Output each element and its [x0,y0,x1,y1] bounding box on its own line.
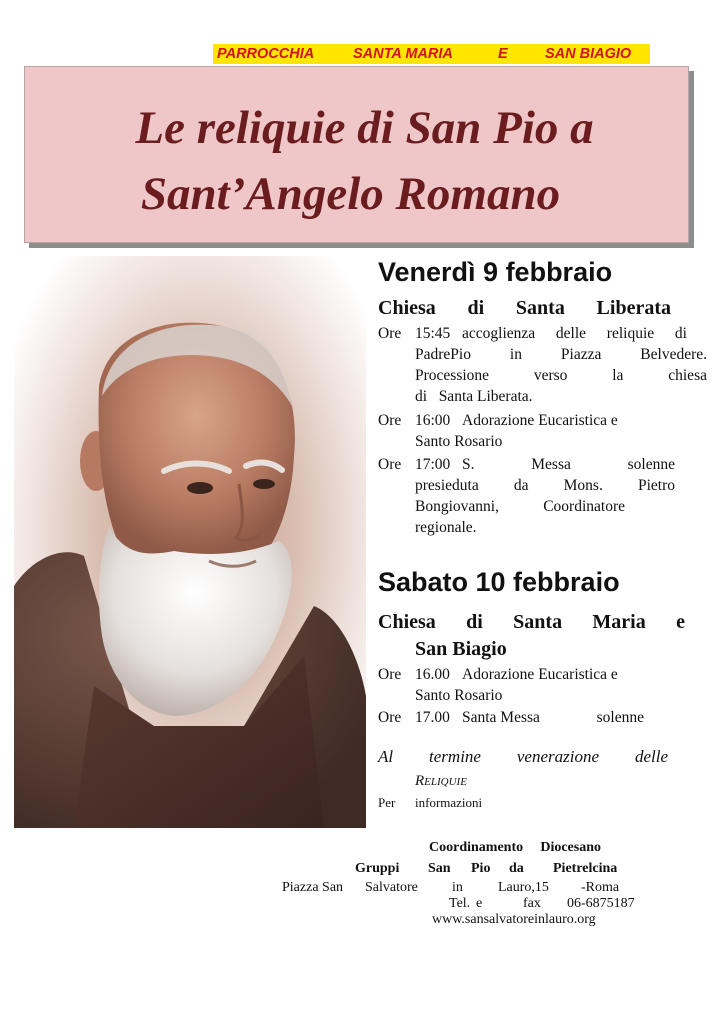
event-line: regionale. [415,519,477,536]
footer-line-4 [0,895,724,913]
event-word: Rosario [454,433,503,450]
info-per: Per [378,795,396,810]
saturday-church [378,610,685,634]
church-word: e [676,611,685,633]
event-word: in [509,346,522,363]
closing-line-1 [378,746,668,768]
parish-word: E [498,46,508,62]
event-word: Belvedere. [640,346,707,363]
footer-word: Pietrelcina [553,861,618,876]
event-ore: Ore [378,412,402,429]
event-word: Piazza [560,346,602,363]
footer-word: in [452,880,463,895]
event-word: Santo [415,687,451,704]
saturday-heading: Sabato 10 febbraio [378,567,620,597]
church-word: Liberata [596,297,671,319]
footer-word: Gruppi [355,861,400,876]
event-word: presieduta [415,477,479,494]
event-ore: Ore [378,709,402,726]
footer-word: Pio [471,861,491,876]
event-time: 16.00 [415,666,450,683]
event-line [415,345,707,365]
footer-word: fax [523,896,541,911]
event-line [462,411,618,431]
event-word: Santa Messa [462,709,540,726]
event-ore: Ore [378,325,402,342]
footer-word: Salvatore [365,880,418,895]
parish-word: SAN BIAGIO [545,46,632,62]
closing-word: Al [378,747,394,766]
church-word: Chiesa [378,297,436,319]
title-line-2: Sant’Angelo Romano [140,168,561,220]
event-word: Processione [415,367,490,384]
friday-church [378,296,671,320]
event-word: accoglienza [462,325,536,342]
title-line-1: Le reliquie di San Pio a [135,102,594,154]
event-word: Eucaristica [538,412,608,429]
footer-word: 06-6875187 [567,896,635,911]
event-word: verso [533,367,568,384]
event-line [415,497,625,517]
event-line [415,476,675,496]
parish-word: PARROCCHIA [217,46,315,62]
closing-line-2: Reliquie [415,773,467,789]
event-word: Pietro [637,477,675,494]
footer-word: Tel. [449,896,471,911]
event-word: delle [555,325,587,342]
event-line [462,708,644,728]
event-word: Santa Liberata. [438,388,533,405]
church-word: di [466,611,483,633]
event-word: la [612,367,624,384]
footer-line-1 [429,839,601,857]
event-word: chiesa [668,367,707,384]
event-word: e [610,412,618,429]
event-time: 17.00 [415,709,450,726]
event-word: Eucaristica [538,666,608,683]
event-word: Coordinatore [543,498,625,515]
event-line [415,686,502,706]
event-word: Mons. [563,477,603,494]
event-line [415,387,533,407]
event-line [415,366,707,386]
event-word: da [513,477,529,494]
footer-word: -Roma [581,880,620,895]
church-word: Santa [515,297,565,319]
event-line [462,324,687,344]
info-word: informazioni [415,795,483,810]
saturday-church-line-2: San Biagio [415,638,507,660]
footer-website[interactable]: www.sansalvatoreinlauro.org [432,912,596,927]
footer-word: San [428,861,451,876]
event-word: Adorazione [462,666,535,683]
footer-word: e [476,896,483,911]
parish-word: SANTA MARIA [353,46,453,62]
footer-word: Lauro,15 [498,880,549,895]
parish-banner [213,44,650,64]
closing-word: venerazione [516,747,600,766]
footer-word: Coordinamento [429,840,524,855]
event-line [462,455,675,475]
footer-word: Diocesano [540,840,601,855]
event-ore: Ore [378,666,402,683]
footer-line-2 [0,860,724,878]
church-word: Maria [592,611,646,633]
church-word: di [467,297,485,319]
event-word: Bongiovanni, [415,498,499,515]
church-word: Chiesa [378,611,436,633]
event-word: S. [462,456,475,473]
event-word: Adorazione [462,412,535,429]
friday-heading: Venerdì 9 febbraio [378,257,613,287]
event-word: Rosario [454,687,503,704]
closing-word: delle [634,747,668,766]
event-word: e [610,666,618,683]
church-word: Santa [513,611,563,633]
event-word: Santo [415,433,451,450]
title-box [24,66,689,243]
event-time: 17:00 [415,456,451,473]
event-ore: Ore [378,456,402,473]
closing-word: termine [429,747,481,766]
event-line [415,432,502,452]
padre-pio-portrait [14,256,366,828]
event-word: di [415,388,428,405]
footer-word: da [509,861,524,876]
event-time: 15:45 [415,325,451,342]
event-word: PadrePio [415,346,471,363]
event-time: 16:00 [415,412,451,429]
event-word: di [674,325,687,342]
event-word: Messa [531,456,571,473]
footer-word: Piazza San [282,880,344,895]
event-line [462,665,618,685]
event-word: solenne [627,456,675,473]
event-word: solenne [596,709,644,726]
event-word: reliquie [606,325,655,342]
